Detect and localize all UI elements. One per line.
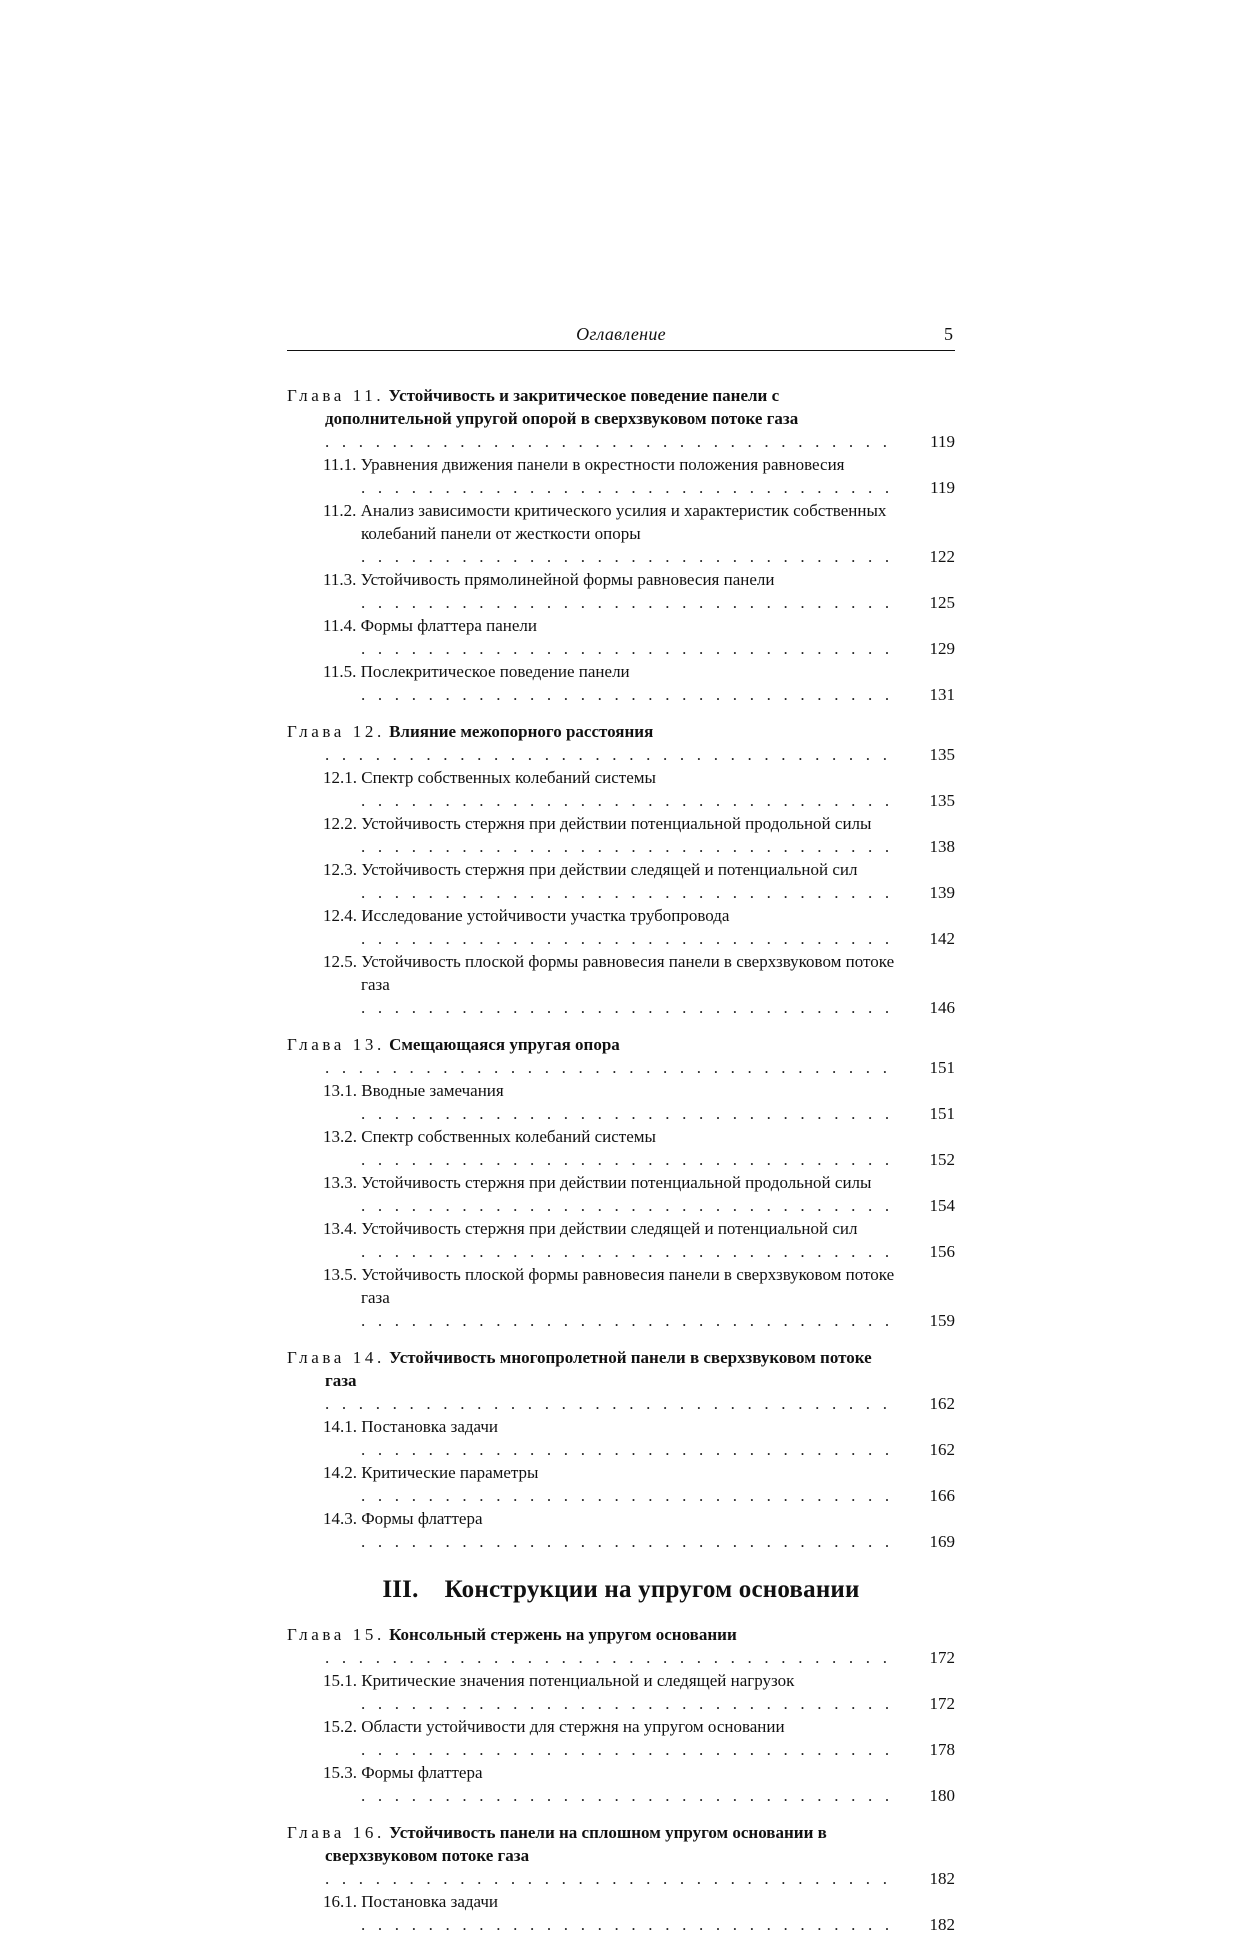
section-row [287,1669,955,1715]
section-row [287,766,955,812]
section-title: Постановка задачи [361,1892,499,1911]
section-page: 172 [929,1694,955,1713]
section-row [287,1171,955,1217]
section-page: 154 [929,1196,955,1215]
chapter-title: Консольный стержень на упругом основании [389,1625,737,1644]
section-number: 12.1. [323,768,357,787]
section-row [287,950,955,1019]
section-page: 142 [929,929,955,948]
chapter-title-row [287,1623,955,1669]
page-number: 5 [944,324,953,344]
section-title: Критические значения потенциальной и следящей нагрузок [361,1671,795,1690]
section-row [287,1125,955,1171]
section-number: 14.1. [323,1417,357,1436]
toc-chapter [287,1033,955,1332]
section-number: 13.5. [323,1265,357,1284]
section-page: 146 [929,998,955,1017]
section-page: 151 [929,1104,955,1123]
section-page: 156 [929,1242,955,1261]
section-number: 14.3. [323,1509,357,1528]
section-title: Послекритическое поведение панели [360,662,630,681]
running-title: Оглавление [576,324,666,344]
dot-leader: . . . . . . . . . . . . . . . . . . . . . . . . . . . . . . . . [361,1915,894,1934]
section-row [287,499,955,568]
toc-chapter [287,1623,955,1807]
chapter-title-row [287,1821,955,1890]
section-page: 182 [929,1915,955,1934]
toc-chapter [287,1346,955,1553]
section-title: Спектр собственных колебаний системы [361,768,656,787]
section-title: Устойчивость стержня при действии потенциальной продольной силы [361,1173,872,1192]
section-page: 131 [929,685,955,704]
toc-chapter [287,1821,955,1936]
dot-leader: . . . . . . . . . . . . . . . . . . . . . . . . . . . . . . . . [361,1311,894,1330]
section-row [287,904,955,950]
chapter-title-row [287,384,955,453]
section-number: 15.2. [323,1717,357,1736]
section-title: Устойчивость плоской формы равновесия панели в сверхзвуковом потоке газа [361,952,895,994]
section-page: 166 [929,1486,955,1505]
dot-leader: . . . . . . . . . . . . . . . . . . . . . . . . . . . . . . . . [361,1150,894,1169]
chapter-title-row [287,1033,955,1079]
table-of-contents [287,384,955,1950]
chapter-label: Глава 14. [287,1348,385,1367]
section-title: Области устойчивости для стержня на упругом основании [361,1717,785,1736]
section-number: 15.1. [323,1671,357,1690]
chapter-label: Глава 13. [287,1035,385,1054]
dot-leader: . . . . . . . . . . . . . . . . . . . . . . . . . . . . . . . . [361,1486,894,1505]
dot-leader: . . . . . . . . . . . . . . . . . . . . . . . . . . . . . . . . [361,639,894,658]
dot-leader: . . . . . . . . . . . . . . . . . . . . . . . . . . . . . . . . [361,1196,894,1215]
section-row [287,858,955,904]
section-row [287,1461,955,1507]
dot-leader: . . . . . . . . . . . . . . . . . . . . . . . . . . . . . . . . [361,593,894,612]
dot-leader: . . . . . . . . . . . . . . . . . . . . . . . . . . . . . . . . [361,1104,894,1123]
dot-leader: . . . . . . . . . . . . . . . . . . . . . . . . . . . . . . . . [361,791,894,810]
section-row [287,614,955,660]
section-title: Постановка задачи [361,1417,499,1436]
dot-leader: . . . . . . . . . . . . . . . . . . . . . . . . . . . . . . . . . . [325,1648,892,1667]
section-title: Вводные замечания [361,1081,504,1100]
section-title: Исследование устойчивости участка трубопровода [361,906,730,925]
chapter-page: 151 [929,1058,955,1077]
section-row [287,1507,955,1553]
section-title: Формы флаттера панели [360,616,537,635]
section-title: Устойчивость стержня при действии следящей и потенциальной сил [361,860,858,879]
toc-chapters-after [287,1623,955,1936]
toc-chapter [287,384,955,706]
chapter-title: Устойчивость и закритическое поведение панели с дополнительной упругой опорой в сверхзвуковом потоке газа [325,386,799,428]
section-page: 152 [929,1150,955,1169]
part-heading [287,1575,955,1605]
section-number: 11.4. [323,616,357,635]
section-page: 178 [929,1740,955,1759]
section-number: 14.2. [323,1463,357,1482]
section-title: Формы флаттера [361,1763,483,1782]
section-number: 16.1. [323,1892,357,1911]
section-title: Устойчивость стержня при действии следящей и потенциальной сил [361,1219,858,1238]
section-page: 139 [929,883,955,902]
chapter-title-row [287,720,955,766]
dot-leader: . . . . . . . . . . . . . . . . . . . . . . . . . . . . . . . . . . [325,745,892,764]
chapter-title: Устойчивость многопролетной панели в сверхзвуковом потоке газа [325,1348,872,1390]
dot-leader: . . . . . . . . . . . . . . . . . . . . . . . . . . . . . . . . . . [325,1869,892,1888]
page-header [287,322,955,351]
dot-leader: . . . . . . . . . . . . . . . . . . . . . . . . . . . . . . . . [361,685,894,704]
section-row [287,453,955,499]
section-row [287,660,955,706]
section-number: 11.3. [323,570,357,589]
chapter-label: Глава 16. [287,1823,385,1842]
chapter-page: 182 [929,1869,955,1888]
chapter-label: Глава 11. [287,386,385,405]
part-number: III. [382,1576,419,1603]
section-number: 15.3. [323,1763,357,1782]
dot-leader: . . . . . . . . . . . . . . . . . . . . . . . . . . . . . . . . [361,1440,894,1459]
section-number: 13.1. [323,1081,357,1100]
section-row [287,1715,955,1761]
part-title: Конструкции на упругом основании [444,1576,860,1603]
section-title: Уравнения движения панели в окрестности положения равновесия [360,455,845,474]
dot-leader: . . . . . . . . . . . . . . . . . . . . . . . . . . . . . . . . . . [325,1394,892,1413]
section-title: Анализ зависимости критического усилия и характеристик собственных колебаний панели от жесткости опоры [360,501,887,543]
dot-leader: . . . . . . . . . . . . . . . . . . . . . . . . . . . . . . . . . . [325,1058,892,1077]
toc-chapters-before [287,384,955,1553]
chapter-label: Глава 15. [287,1625,385,1644]
section-title: Спектр собственных колебаний системы [361,1127,656,1146]
dot-leader: . . . . . . . . . . . . . . . . . . . . . . . . . . . . . . . . [361,478,894,497]
chapter-page: 135 [929,745,955,764]
chapter-title-row [287,1346,955,1415]
section-row [287,1217,955,1263]
section-page: 180 [929,1786,955,1805]
section-page: 129 [929,639,955,658]
dot-leader: . . . . . . . . . . . . . . . . . . . . . . . . . . . . . . . . [361,1242,894,1261]
dot-leader: . . . . . . . . . . . . . . . . . . . . . . . . . . . . . . . . [361,929,894,948]
section-title: Устойчивость стержня при действии потенциальной продольной силы [361,814,872,833]
dot-leader: . . . . . . . . . . . . . . . . . . . . . . . . . . . . . . . . [361,837,894,856]
section-number: 11.1. [323,455,357,474]
chapter-title: Смещающаяся упругая опора [389,1035,620,1054]
section-number: 11.2. [323,501,357,520]
section-title: Устойчивость плоской формы равновесия панели в сверхзвуковом потоке газа [361,1265,895,1307]
section-number: 12.5. [323,952,357,971]
section-page: 138 [929,837,955,856]
dot-leader: . . . . . . . . . . . . . . . . . . . . . . . . . . . . . . . . . . [325,432,892,451]
dot-leader: . . . . . . . . . . . . . . . . . . . . . . . . . . . . . . . . [361,1694,894,1713]
chapter-page: 172 [929,1648,955,1667]
chapter-page: 162 [929,1394,955,1413]
section-number: 12.2. [323,814,357,833]
chapter-label: Глава 12. [287,722,385,741]
chapter-title: Влияние межопорного расстояния [389,722,654,741]
dot-leader: . . . . . . . . . . . . . . . . . . . . . . . . . . . . . . . . [361,1740,894,1759]
section-page: 135 [929,791,955,810]
section-title: Критические параметры [361,1463,539,1482]
section-page: 169 [929,1532,955,1551]
dot-leader: . . . . . . . . . . . . . . . . . . . . . . . . . . . . . . . . [361,998,894,1017]
section-title: Устойчивость прямолинейной формы равновесия панели [360,570,775,589]
chapter-page: 119 [930,432,955,451]
section-row [287,1263,955,1332]
section-page: 122 [929,547,955,566]
dot-leader: . . . . . . . . . . . . . . . . . . . . . . . . . . . . . . . . [361,1786,894,1805]
section-page: 119 [930,478,955,497]
section-number: 13.3. [323,1173,357,1192]
section-row [287,1761,955,1807]
section-row [287,812,955,858]
section-number: 12.4. [323,906,357,925]
section-row [287,1890,955,1936]
section-row [287,568,955,614]
dot-leader: . . . . . . . . . . . . . . . . . . . . . . . . . . . . . . . . [361,1532,894,1551]
chapter-title: Устойчивость панели на сплошном упругом основании в сверхзвуковом потоке газа [325,1823,827,1865]
section-page: 159 [929,1311,955,1330]
dot-leader: . . . . . . . . . . . . . . . . . . . . . . . . . . . . . . . . [361,883,894,902]
section-page: 125 [929,593,955,612]
section-number: 12.3. [323,860,357,879]
toc-chapter [287,720,955,1019]
section-number: 11.5. [323,662,357,681]
dot-leader: . . . . . . . . . . . . . . . . . . . . . . . . . . . . . . . . [361,547,894,566]
section-number: 13.4. [323,1219,357,1238]
section-page: 162 [929,1440,955,1459]
section-title: Формы флаттера [361,1509,483,1528]
section-row [287,1415,955,1461]
section-number: 13.2. [323,1127,357,1146]
section-row [287,1079,955,1125]
